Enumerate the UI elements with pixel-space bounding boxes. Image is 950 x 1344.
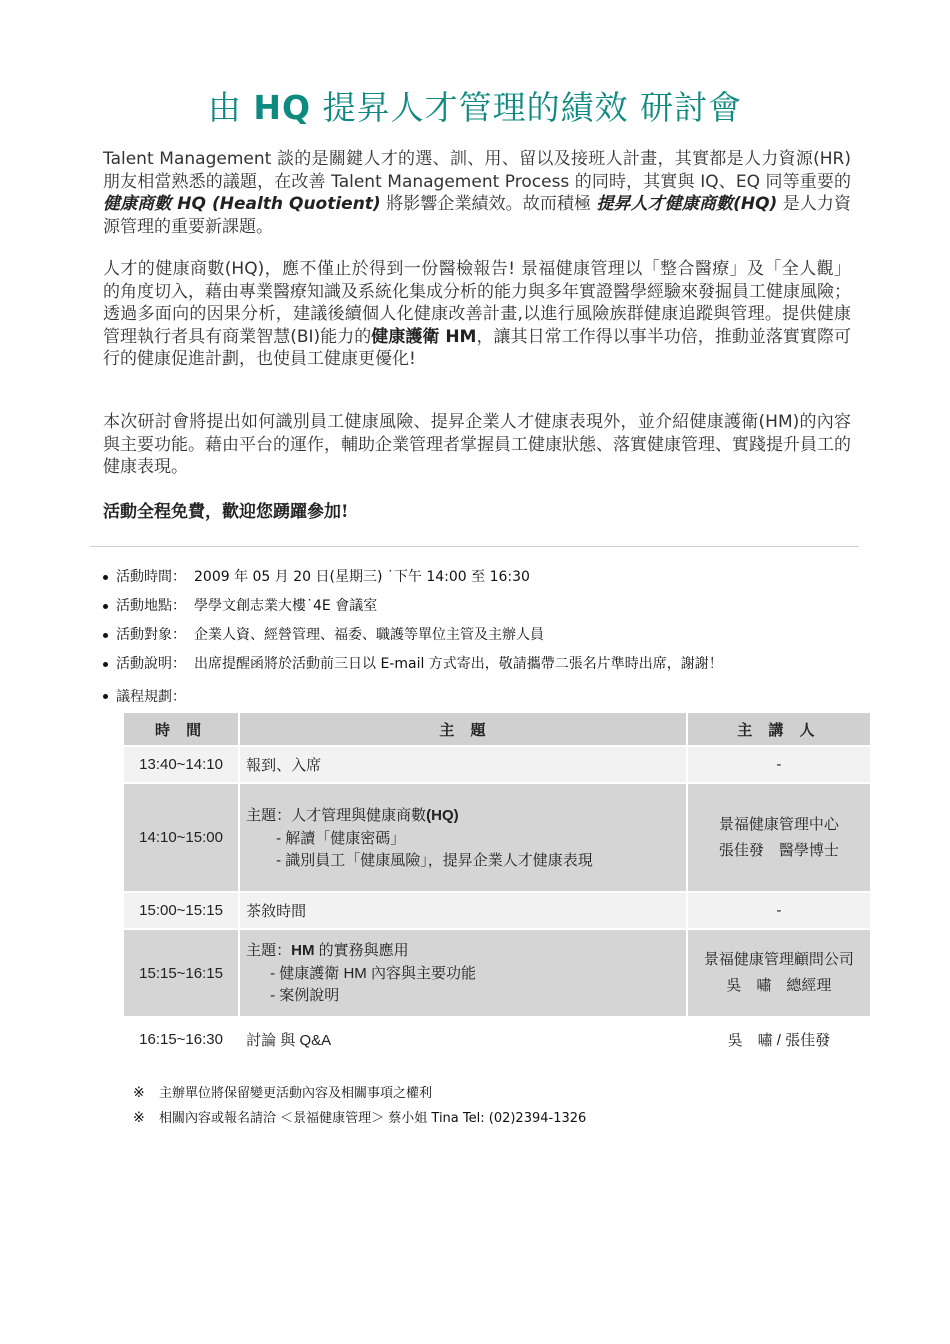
closing-statement: 活動全程免費，歡迎您踴躍參加! (103, 502, 349, 522)
table-header-row (124, 713, 870, 745)
event-info-list (103, 567, 723, 683)
footnotes (133, 1084, 586, 1134)
header-topic: 主 題 (240, 713, 686, 745)
row-speaker: 景福健康管理顧問公司 吳 嘯 總經理 (688, 930, 870, 1016)
row-topic: 主題：人才管理與健康商數(HQ) - 解讀「健康密碼」 - 識別員工「健康風險」，提昇企業人才健康表現 (240, 784, 686, 891)
row-time: 13:40~14:10 (124, 747, 238, 782)
event-time: 活動時間： 2009 年 05 月 20 日(星期三) ˙下午 14:00 至 16:30 (103, 567, 723, 596)
table-row (124, 784, 870, 891)
intro-paragraph-3: 本次研討會將提出如何識別員工健康風險、提昇企業人才健康表現外，並介紹健康護衛(HM)的內容與主要功能。藉由平台的運作，輔助企業管理者掌握員工健康狀態、落實健康管理、實踐提升員工的健康表現。 (103, 412, 851, 478)
page-title: 由 HQ 提昇人才管理的績效 研討會 (207, 88, 743, 127)
row-topic: 討論 與 Q&A (240, 1018, 686, 1060)
row-speaker: 吳 嘯 / 張佳發 (688, 1018, 870, 1060)
agenda-label: 議程規劃： (103, 686, 186, 706)
row-speaker: 景福健康管理中心 張佳發 醫學博士 (688, 784, 870, 891)
row-speaker: - (688, 747, 870, 782)
agenda-table (122, 711, 872, 1062)
footnote: ※ 相關內容或報名請洽 ＜景福健康管理＞ 蔡小姐 Tina Tel: (02)2394-1326 (133, 1110, 587, 1126)
row-time: 16:15~16:30 (124, 1018, 238, 1060)
table-row (124, 930, 870, 1016)
table-row (124, 1018, 870, 1060)
row-topic: 報到、入席 (240, 747, 686, 782)
header-speaker: 主 講 人 (688, 713, 870, 745)
event-location: 活動地點： 學學文創志業大樓˙4E 會議室 (103, 596, 723, 625)
row-topic: 茶敘時間 (240, 893, 686, 928)
event-notes: 活動說明： 出席提醒函將於活動前三日以 E-mail 方式寄出，敬請攜帶二張名片準時出席，謝謝！ (103, 654, 723, 683)
divider (90, 546, 859, 547)
reference-mark-icon: ※ (133, 1085, 145, 1101)
row-time: 14:10~15:00 (124, 784, 238, 891)
row-speaker: - (688, 893, 870, 928)
table-row (124, 893, 870, 928)
row-time: 15:00~15:15 (124, 893, 238, 928)
table-row (124, 747, 870, 782)
intro-paragraph-1: Talent Management 談的是關鍵人才的選、訓、用、留以及接班人計畫，其實都是人力資源(HR)朋友相當熟悉的議題，在改善 Talent Management Process 的同時，其實與 IQ、EQ 同等重要的 健康商數 HQ (Health Quotient) 將影響企業績效。故而積極 提昇人才健康商數(HQ) 是人力資源管理的重要新課題。 (103, 149, 852, 237)
reference-mark-icon: ※ (133, 1110, 145, 1126)
footnote: ※ 主辦單位將保留變更活動內容及相關事項之權利 (133, 1085, 433, 1101)
row-time: 15:15~16:15 (124, 930, 238, 1016)
event-audience: 活動對象： 企業人資、經營管理、福委、職護等單位主管及主辦人員 (103, 625, 723, 654)
header-time: 時 間 (124, 713, 238, 745)
intro-paragraph-2: 人才的健康商數(HQ)，應不僅止於得到一份醫檢報告! 景福健康管理以「整合醫療」及「全人觀」的角度切入，藉由專業醫療知識及系統化集成分析的能力與多年實證醫學經驗來發掘員工健康風險；透過多面向的因果分析，建議後續個人化健康改善計畫,以進行風險族群健康追蹤與管理。提供健康管理執行者具有商業智慧(BI)能力的健康護衛 HM，讓其日常工作得以事半功倍，推動並落實實際可行的健康促進計劃，也使員工健康更優化! (103, 259, 851, 370)
row-topic: 主題：HM 的實務與應用 - 健康護衛 HM 內容與主要功能 - 案例說明 (240, 930, 686, 1016)
